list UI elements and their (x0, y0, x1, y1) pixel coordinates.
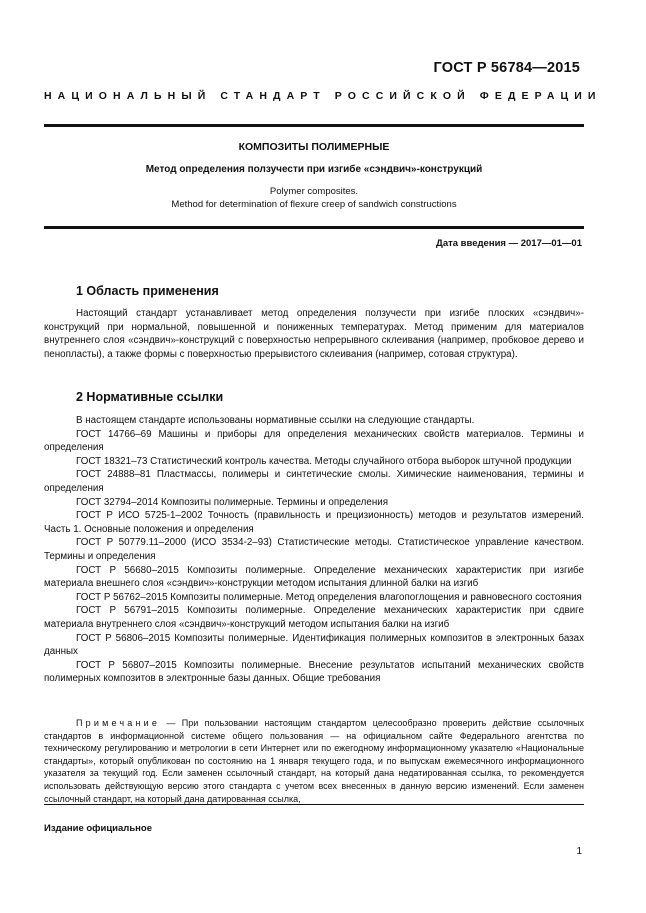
reference-item: ГОСТ Р 50779.11–2000 (ИСО 3534-2–93) Статистические методы. Статистическое управление качеством. Термины и определения (44, 537, 584, 562)
title-bottom-rule (44, 226, 584, 229)
section-1-heading: 1 Область применения (76, 284, 219, 298)
reference-item: ГОСТ Р ИСО 5725-1–2002 Точность (правильность и прецизионность) методов и результатов измерений. Часть 1. Основные положения и определения (44, 510, 584, 535)
section-2-heading: 2 Нормативные ссылки (76, 390, 224, 404)
document-title: КОМПОЗИТЫ ПОЛИМЕРНЫЕ (238, 141, 390, 153)
standard-code: ГОСТ Р 56784—2015 (433, 60, 580, 76)
section-1-body (44, 307, 584, 361)
reference-intro: В настоящем стандарте использованы нормативные ссылки на следующие стандарты. (76, 415, 475, 426)
english-title-line-2: Method for determination of flexure creep of sandwich constructions (171, 199, 457, 210)
reference-item: ГОСТ Р 56762–2015 Композиты полимерные. Метод определения влагопоглощения и равновесного состояния (76, 591, 582, 603)
note-paragraph (44, 717, 584, 805)
reference-item: ГОСТ Р 56806–2015 Композиты полимерные. Идентификация полимерных композитов в электронных базах данных (44, 632, 584, 658)
reference-item: ГОСТ Р 56791–2015 Композиты полимерные. Определение механических характеристик при сдвиге материала внутреннего слоя «сэндвич»-конструкций методом испытания балки на изгиб (44, 605, 584, 630)
official-edition-label: Издание официальное (44, 823, 152, 834)
reference-item: ГОСТ Р 56680–2015 Композиты полимерные. Определение механических характеристик при изгибе материала внешнего слоя «сэндвич»-конструкции методом испытания длинной балки на изгиб (44, 564, 584, 590)
reference-item: ГОСТ 32794–2014 Композиты полимерные. Термины и определения (76, 496, 389, 508)
note-text: — При пользовании настоящим стандартом целесообразно проверить действие ссылочных стандартов в информационной системе общего пользования — на официальном сайте Федерального агентства по техническому регулированию и метрологии в сети Интернет или по ежегодному информационному указателю «Национальные стандарты», который опубликован по состоянию на 1 января текущего года, и по выпускам ежемесячного информационного указателя за текущий год. Если заменен ссылочный стандарт, на который дана недатированная ссылка, то рекомендуется использовать действующую версию этого стандарта с учетом всех внесенных в данную версию изменений. Если заменен ссылочный стандарт, на который дана датированная ссылка, (44, 718, 584, 804)
introduction-date: Дата введения — 2017—01—01 (436, 238, 582, 249)
reference-item: ГОСТ Р 56807–2015 Композиты полимерные. Внесение результатов испытаний механических свойств полимерных композитов в электронные базы данных. Общие требования (44, 659, 584, 685)
top-rule (44, 124, 584, 127)
section-2-body (44, 414, 584, 686)
note-label: Примечание (76, 718, 161, 728)
footer-rule (44, 804, 584, 805)
national-standard-heading: НАЦИОНАЛЬНЫЙ СТАНДАРТ РОССИЙСКОЙ ФЕДЕРАЦИИ (44, 90, 602, 102)
english-title-line-1: Polymer composites. (269, 186, 359, 197)
english-title (44, 185, 584, 211)
reference-item: ГОСТ 14766–69 Машины и приборы для определения механических свойств материалов. Термины и определения (44, 428, 584, 454)
page-number: 1 (576, 846, 582, 857)
document-subtitle: Метод определения ползучести при изгибе «сэндвич»-конструкций (145, 164, 483, 175)
reference-item: ГОСТ 24888–81 Пластмассы, полимеры и синтетические смолы. Химические наименования, термины и определения (44, 469, 584, 494)
note-block (44, 717, 584, 805)
reference-item: ГОСТ 18321–73 Статистический контроль качества. Методы случайного отбора выборок штучной продукции (76, 455, 572, 467)
section-1-paragraph: Настоящий стандарт устанавливает метод определения ползучести при изгибе плоских «сэндвич»-конструкций при нормальной, повышенной и пониженных температурах. Метод применим для материалов внутреннего слоя «сэндвич»-конструкций с поверхностью непрерывного склеивания (например, пробковое дерево и пенопласты), а также формы с поверхностью прерывистого склеивания (например, сотовая структура). (44, 308, 584, 360)
